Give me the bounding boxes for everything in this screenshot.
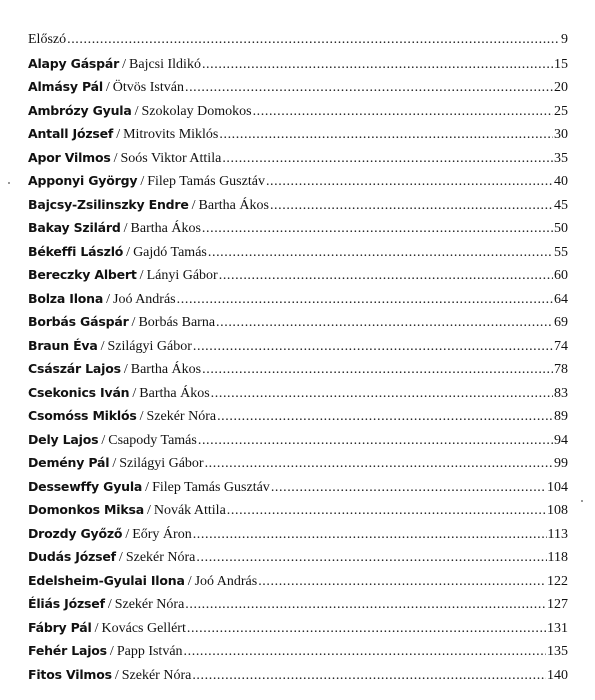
entry-separator: / (140, 174, 145, 189)
toc-row[interactable] (28, 639, 568, 663)
toc-row[interactable] (28, 146, 568, 170)
page-number: 140 (547, 667, 568, 683)
page-number: 99 (554, 456, 568, 471)
entry-name: Antall József (28, 126, 114, 141)
dot-leader (266, 170, 553, 194)
entry-author: Szekér Nóra (146, 409, 217, 424)
page-number: 60 (554, 268, 568, 283)
entry-separator: / (132, 385, 137, 401)
page-number: 55 (554, 244, 568, 260)
page-number: 69 (554, 315, 568, 330)
dot-leader (217, 405, 553, 429)
entry-separator: / (105, 80, 110, 95)
toc-row[interactable] (28, 122, 568, 146)
entry-author: Ötvös István (112, 80, 184, 95)
entry-author: Szekér Nóra (114, 597, 185, 612)
page-number: 122 (547, 573, 568, 589)
dot-leader (198, 429, 553, 453)
entry-author: Papp István (116, 644, 183, 659)
entry-author: Joó András (194, 573, 258, 589)
entry-name: Császár Lajos (28, 361, 121, 376)
page-number: 135 (547, 644, 568, 659)
entry-author: Bartha Ákos (130, 221, 201, 236)
entry-author: Bartha Ákos (130, 362, 202, 377)
entry-author: Csapody Tamás (108, 432, 197, 448)
entry-name: Bolza Ilona (28, 290, 104, 306)
toc-entries (28, 52, 568, 687)
page-number: 118 (547, 550, 568, 565)
entry-name: Fitos Vilmos (28, 666, 112, 682)
toc-row[interactable] (28, 52, 568, 76)
entry-name: Fehér Lajos (28, 643, 107, 658)
entry-separator: / (109, 644, 114, 659)
entry-name: Bakay Szilárd (28, 220, 121, 235)
dot-leader (216, 311, 553, 335)
toc-row[interactable] (28, 381, 568, 405)
entry-author: Lányi Gábor (146, 268, 218, 283)
entry-name: Apor Vilmos (28, 149, 111, 165)
dot-leader (192, 664, 546, 688)
entry-author: Joó András (113, 291, 176, 307)
dot-leader (253, 100, 553, 124)
preface-label: Előszó (28, 32, 67, 47)
entry-name: Apponyi György (28, 173, 138, 188)
toc-row[interactable] (28, 357, 568, 381)
dot-leader (202, 358, 553, 382)
entry-separator: / (112, 456, 117, 471)
entry-separator: / (191, 197, 196, 213)
page-number: 127 (547, 597, 568, 612)
entry-name: Csekonics Iván (28, 384, 130, 400)
page-number: 78 (554, 362, 568, 377)
entry-name: Ambrózy Gyula (28, 102, 132, 118)
entry-name: Domonkos Miksa (28, 502, 144, 517)
entry-author: Gajdó Tamás (133, 244, 207, 260)
entry-separator: / (123, 221, 128, 236)
dot-leader (211, 382, 553, 406)
dot-leader (219, 264, 553, 288)
scan-speck (581, 500, 583, 502)
toc-row-preface[interactable] (28, 28, 568, 52)
entry-separator: / (100, 338, 105, 354)
entry-separator: / (126, 244, 131, 260)
page-number: 15 (554, 56, 568, 72)
entry-name: Dudás József (28, 549, 116, 564)
dot-leader (202, 217, 553, 241)
table-of-contents (28, 28, 568, 686)
toc-row[interactable] (28, 663, 568, 687)
dot-leader (271, 476, 546, 500)
dot-leader (193, 523, 547, 547)
page-number: 40 (554, 174, 568, 189)
entry-separator: / (101, 432, 106, 448)
entry-author: Borbás Barna (138, 315, 216, 330)
toc-row[interactable] (28, 404, 568, 428)
dot-leader (184, 640, 546, 664)
toc-row[interactable] (28, 545, 568, 569)
entry-name: Braun Éva (28, 337, 98, 353)
entry-separator: / (114, 667, 119, 683)
entry-separator: / (139, 268, 144, 283)
page-number: 35 (554, 150, 568, 166)
entry-author: Kovács Gellért (101, 620, 186, 636)
entry-name: Borbás Gáspár (28, 314, 129, 329)
page-number: 94 (554, 432, 568, 448)
toc-row[interactable] (28, 428, 568, 452)
toc-row[interactable] (28, 498, 568, 522)
entry-separator: / (123, 362, 128, 377)
toc-row[interactable] (28, 522, 568, 546)
entry-separator: / (107, 597, 112, 612)
page-number: 89 (554, 409, 568, 424)
entry-author: Filep Tamás Gusztáv (152, 479, 270, 495)
entry-name: Éliás József (28, 596, 105, 611)
entry-author: Soós Viktor Attila (120, 150, 222, 166)
entry-author: Szekér Nóra (121, 667, 192, 683)
entry-name: Békeffi László (28, 243, 124, 259)
page-number: 30 (554, 127, 568, 142)
toc-row[interactable] (28, 616, 568, 640)
page-number: 104 (547, 479, 568, 495)
dot-leader (208, 241, 553, 265)
page-number: 50 (554, 221, 568, 236)
entry-separator: / (146, 503, 151, 518)
dot-leader (202, 53, 553, 77)
page-number: 20 (554, 80, 568, 95)
entry-author: Szilágyi Gábor (119, 456, 204, 471)
toc-row[interactable] (28, 169, 568, 193)
page-number: 45 (554, 197, 568, 213)
entry-separator: / (116, 127, 121, 142)
dot-leader (222, 147, 553, 171)
entry-name: Csomóss Miklós (28, 408, 137, 423)
dot-leader (187, 617, 546, 641)
entry-name: Dessewffy Gyula (28, 478, 143, 494)
entry-author: Bartha Ákos (198, 197, 269, 213)
entry-name: Drozdy Győző (28, 525, 123, 541)
dot-leader (193, 335, 553, 359)
page-number: 83 (554, 385, 568, 401)
toc-row[interactable] (28, 475, 568, 499)
entry-name: Bajcsy-Zsilinszky Endre (28, 196, 189, 212)
toc-row[interactable] (28, 287, 568, 311)
toc-row[interactable] (28, 193, 568, 217)
entry-author: Mitrovits Miklós (123, 127, 219, 142)
entry-name: Edelsheim-Gyulai Ilona (28, 572, 185, 588)
entry-name: Demény Pál (28, 455, 110, 470)
entry-author: Bartha Ákos (139, 385, 210, 401)
dot-leader (270, 194, 553, 218)
page-number: 131 (547, 620, 568, 636)
dot-leader (177, 288, 553, 312)
entry-separator: / (125, 526, 130, 542)
entry-author: Bajcsi Ildikó (129, 56, 201, 72)
page-number: 74 (554, 338, 568, 354)
page-number: 9 (561, 32, 568, 47)
page-number: 113 (547, 526, 568, 542)
entry-separator: / (94, 620, 99, 636)
entry-separator: / (139, 409, 144, 424)
entry-name: Dely Lajos (28, 431, 99, 447)
entry-separator: / (131, 315, 136, 330)
entry-author: Szekér Nóra (125, 550, 196, 565)
toc-row[interactable] (28, 240, 568, 264)
toc-row[interactable] (28, 592, 568, 616)
toc-row[interactable] (28, 451, 568, 475)
dot-leader (227, 499, 546, 523)
toc-row[interactable] (28, 75, 568, 99)
dot-leader (185, 76, 553, 100)
dot-leader (185, 593, 546, 617)
dot-leader (219, 123, 553, 147)
entry-separator: / (145, 479, 150, 495)
page-number: 108 (547, 503, 568, 518)
entry-author: Eőry Áron (132, 526, 192, 542)
entry-author: Novák Attila (153, 503, 226, 518)
entry-name: Alapy Gáspár (28, 55, 120, 71)
entry-separator: / (113, 150, 118, 166)
entry-separator: / (134, 103, 139, 119)
entry-separator: / (106, 291, 111, 307)
dot-leader (67, 28, 560, 52)
toc-row[interactable] (28, 569, 568, 593)
toc-row[interactable] (28, 99, 568, 123)
dot-leader (258, 570, 546, 594)
entry-name: Fábry Pál (28, 619, 92, 635)
scan-speck (8, 182, 10, 184)
page-number: 64 (554, 291, 568, 307)
toc-row[interactable] (28, 310, 568, 334)
dot-leader (205, 452, 553, 476)
toc-row[interactable] (28, 216, 568, 240)
entry-name: Almásy Pál (28, 79, 103, 94)
dot-leader (196, 546, 546, 570)
toc-row[interactable] (28, 263, 568, 287)
entry-separator: / (118, 550, 123, 565)
entry-name: Bereczky Albert (28, 267, 137, 282)
toc-row[interactable] (28, 334, 568, 358)
entry-author: Filep Tamás Gusztáv (147, 174, 265, 189)
entry-author: Szilágyi Gábor (107, 338, 192, 354)
entry-author: Szokolay Domokos (141, 103, 252, 119)
entry-separator: / (187, 573, 192, 589)
page-number: 25 (554, 103, 568, 119)
entry-separator: / (122, 56, 127, 72)
